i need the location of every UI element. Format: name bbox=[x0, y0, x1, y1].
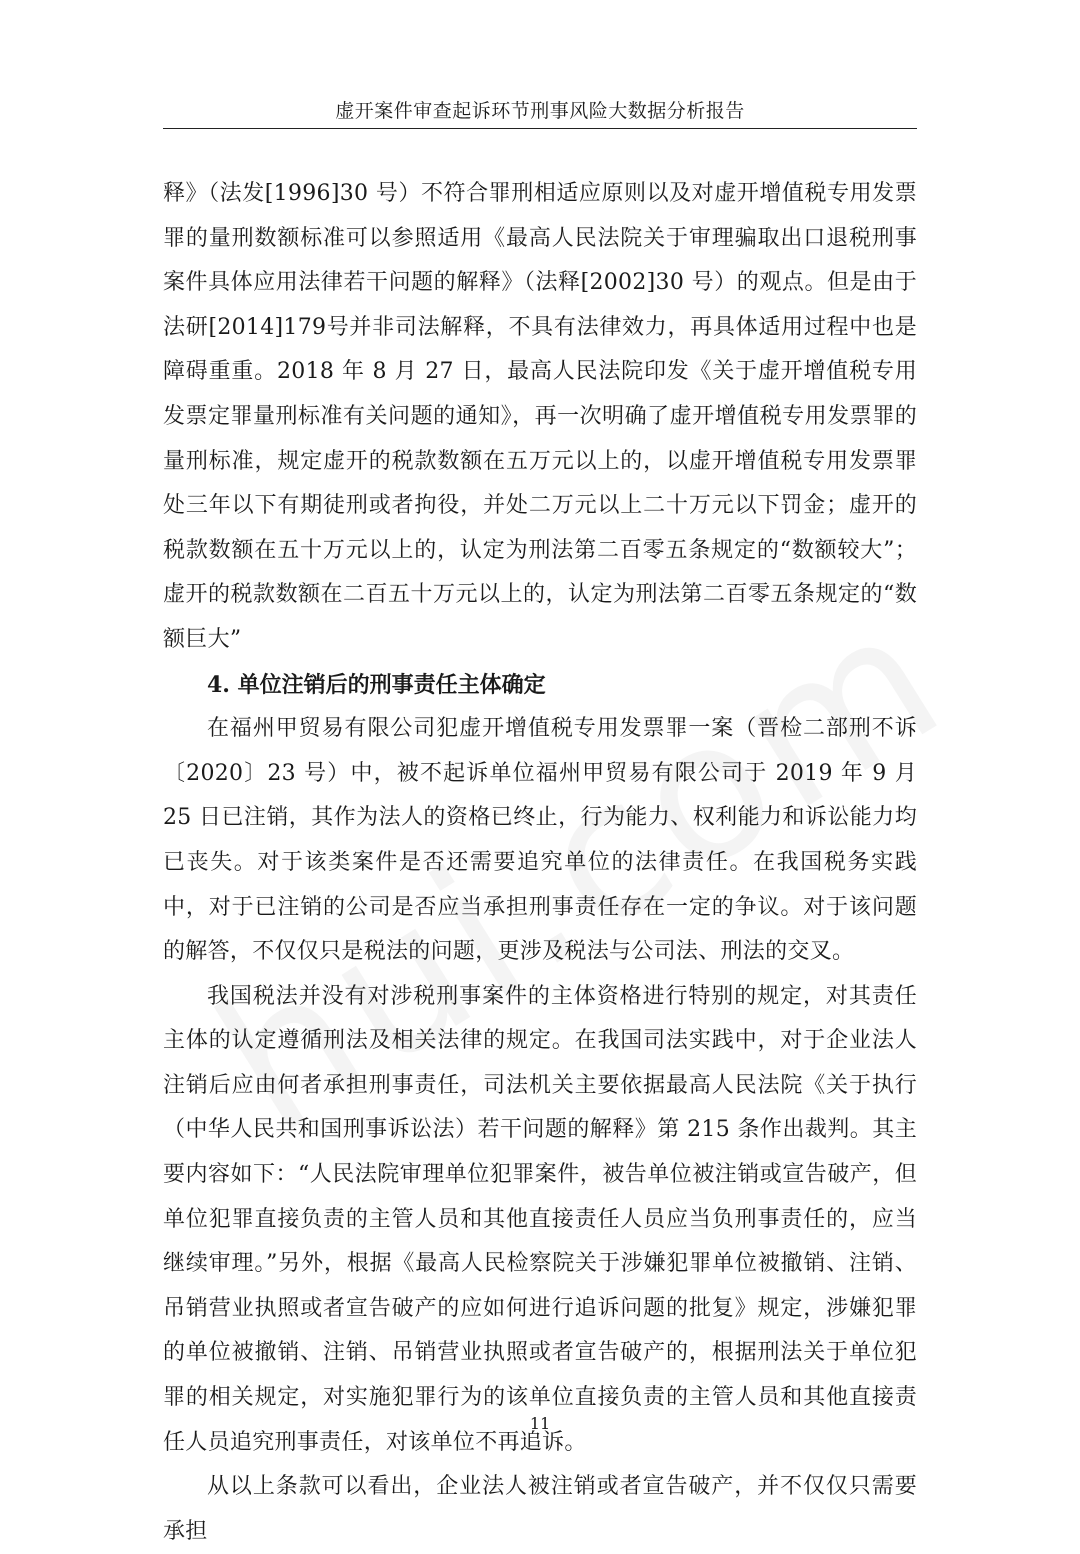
paragraph-1: 释》（法发[1996]30 号）不符合罪刑相适应原则以及对虚开增值税专用发票罪的量刑数额标准可以参照适用《最高人民法院关于审理骗取出口退税刑事案件具体应用法律若干问题的解释》（法释[2002]30 号）的观点。但是由于法研[2014]179号并非司法解释，不具有法律效力，再具体适用过程中也是障碍重重。2018 年 8 月 27 日，最高人民法院印发《关于虚开增值税专用发票定罪量刑标准有关问题的通知》，再一次明确了虚开增值税专用发票罪的量刑标准，规定虚开的税款数额在五万元以上的，以虚开增值税专用发票罪处三年以下有期徒刑或者拘役，并处二万元以上二十万元以下罚金；虚开的税款数额在五十万元以上的，认定为刑法第二百零五条规定的“数额较大”；虚开的税款数额在二百五十万元以上的，认定为刑法第二百零五条规定的“数额巨大” bbox=[163, 181, 917, 652]
paragraph-4: 从以上条款可以看出，企业法人被注销或者宣告破产，并不仅仅只需要承担 bbox=[163, 1474, 917, 1544]
page-number: 11 bbox=[529, 1414, 551, 1433]
paragraph-3: 我国税法并没有对涉税刑事案件的主体资格进行特别的规定，对其责任主体的认定遵循刑法及相关法律的规定。在我国司法实践中，对于企业法人注销后应由何者承担刑事责任，司法机关主要依据最高人民法院《关于执行（中华人民共和国刑事诉讼法）若干问题的解释》第 215 条作出裁判。其主要内容如下：“人民法院审理单位犯罪案件，被告单位被注销或宣告破产，但单位犯罪直接负责的主管人员和其他直接责任人员应当负刑事责任的，应当继续审理。”另外，根据《最高人民检察院关于涉嫌犯罪单位被撤销、注销、吊销营业执照或者宣告破产的应如何进行追诉问题的批复》规定，涉嫌犯罪的单位被撤销、注销、吊销营业执照或者宣告破产的，根据刑法关于单位犯罪的相关规定，对实施犯罪行为的该单位直接负责的主管人员和其他直接责任人员追究刑事责任，对该单位不再追诉。 bbox=[163, 983, 917, 1455]
page-header bbox=[163, 96, 917, 129]
paragraph-2: 在福州甲贸易有限公司犯虚开增值税专用发票罪一案（晋检二部刑不诉〔2020〕23 号）中，被不起诉单位福州甲贸易有限公司于 2019 年 9 月 25 日已注销，其作为法人的资格已终止，行为能力、权利能力和诉讼能力均已丧失。对于该类案件是否还需要追究单位的法律责任。在我国税务实践中，对于已注销的公司是否应当承担刑事责任存在一定的争议。对于该问题的解答，不仅仅只是税法的问题，更涉及税法与公司法、刑法的交叉。 bbox=[163, 716, 917, 965]
document-body bbox=[163, 172, 917, 1554]
header-title: 虚开案件审查起诉环节刑事风险大数据分析报告 bbox=[335, 100, 745, 122]
section-heading: 4. 单位注销后的刑事责任主体确定 bbox=[207, 671, 546, 698]
